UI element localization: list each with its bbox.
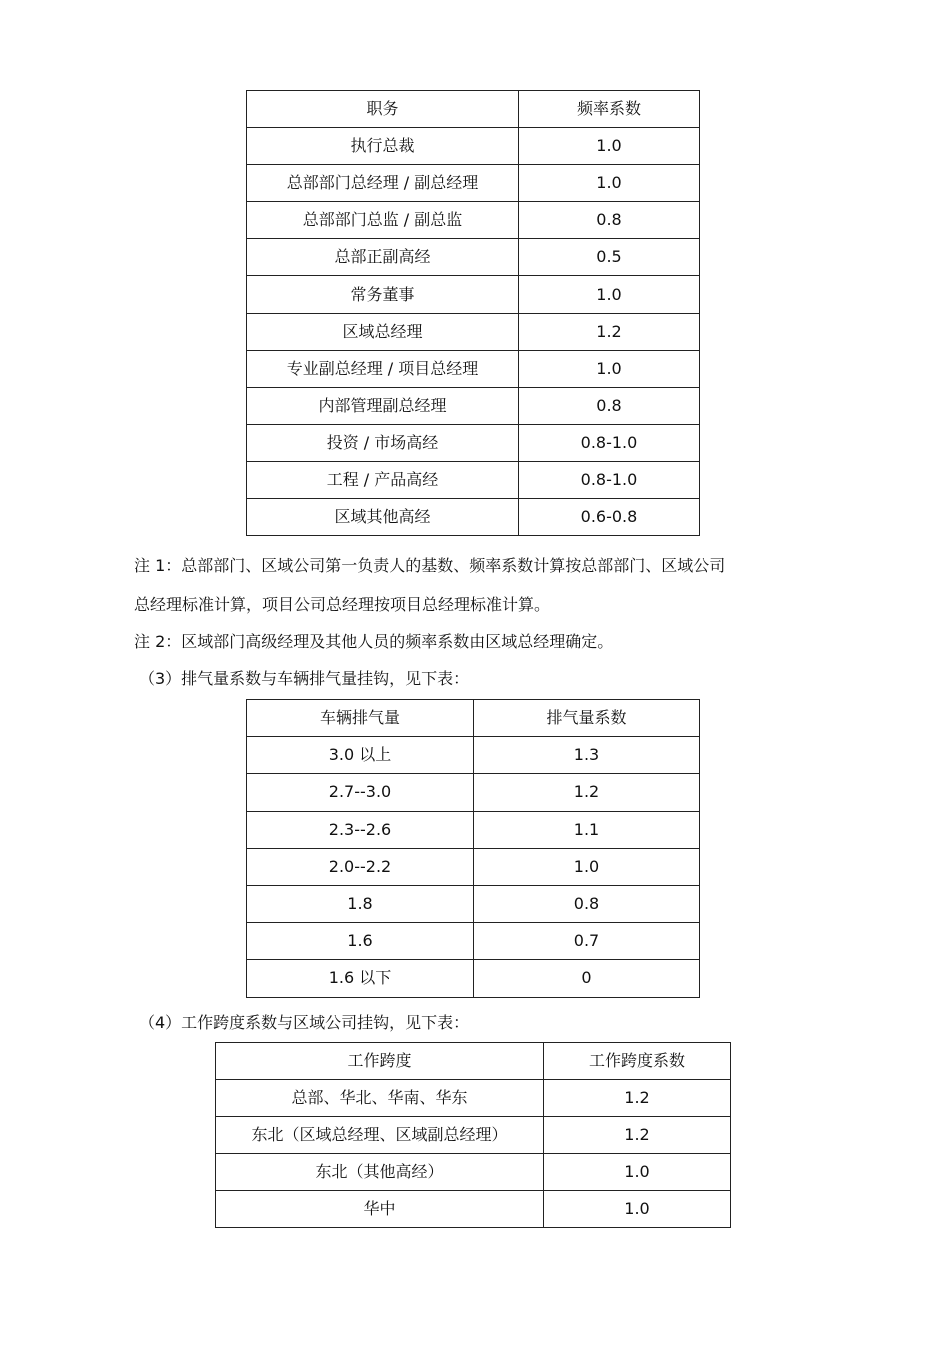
table-row — [247, 202, 700, 239]
coefficient-cell: 1.2 — [474, 774, 700, 811]
table-row — [216, 1117, 731, 1154]
table-row — [247, 424, 700, 461]
coefficient-cell: 1.2 — [544, 1080, 731, 1117]
coefficient-cell: 1.0 — [519, 128, 700, 165]
position-cell: 工程 / 产品高经 — [247, 461, 519, 498]
coefficient-cell: 0.8 — [519, 202, 700, 239]
table-header-row — [247, 700, 700, 737]
table-row — [247, 774, 700, 811]
column-header: 车辆排气量 — [247, 700, 474, 737]
region-cell: 东北（其他高经） — [216, 1154, 544, 1191]
section-3-heading: （3）排气量系数与车辆排气量挂钩，见下表： — [139, 669, 470, 688]
table-row — [247, 387, 700, 424]
position-cell: 内部管理副总经理 — [247, 387, 519, 424]
table-row — [216, 1154, 731, 1191]
column-header: 工作跨度 — [216, 1043, 544, 1080]
coefficient-cell: 1.0 — [519, 165, 700, 202]
coefficient-cell: 1.0 — [544, 1191, 731, 1228]
note-1-line-1: 注 1：总部部门、区域公司第一负责人的基数、频率系数计算按总部部门、区域公司 — [134, 556, 726, 575]
coefficient-cell: 0.6-0.8 — [519, 499, 700, 536]
coefficient-cell: 0.7 — [474, 923, 700, 960]
position-cell: 总部部门总经理 / 副总经理 — [247, 165, 519, 202]
position-cell: 总部正副高经 — [247, 239, 519, 276]
position-cell: 专业副总经理 / 项目总经理 — [247, 350, 519, 387]
coefficient-cell: 1.0 — [519, 350, 700, 387]
column-header: 职务 — [247, 91, 519, 128]
table-row — [247, 923, 700, 960]
displacement-cell: 2.3--2.6 — [247, 811, 474, 848]
coefficient-cell: 1.3 — [474, 737, 700, 774]
table-row — [247, 165, 700, 202]
coefficient-cell: 0.8 — [474, 885, 700, 922]
column-header: 排气量系数 — [474, 700, 700, 737]
region-cell: 总部、华北、华南、华东 — [216, 1080, 544, 1117]
coefficient-cell: 1.0 — [519, 276, 700, 313]
coefficient-cell: 0.8-1.0 — [519, 424, 700, 461]
table-row — [247, 350, 700, 387]
table-row — [247, 128, 700, 165]
position-cell: 投资 / 市场高经 — [247, 424, 519, 461]
section-4-heading: （4）工作跨度系数与区域公司挂钩，见下表： — [139, 1013, 470, 1032]
region-cell: 华中 — [216, 1191, 544, 1228]
position-cell: 总部部门总监 / 副总监 — [247, 202, 519, 239]
table-row — [216, 1191, 731, 1228]
work-span-coefficient-table — [215, 1042, 731, 1228]
table-row — [247, 960, 700, 997]
table-row — [247, 239, 700, 276]
displacement-coefficient-table — [246, 699, 700, 998]
table-header-row — [216, 1043, 731, 1080]
region-cell: 东北（区域总经理、区域副总经理） — [216, 1117, 544, 1154]
displacement-cell: 2.7--3.0 — [247, 774, 474, 811]
coefficient-cell: 1.0 — [544, 1154, 731, 1191]
displacement-cell: 1.8 — [247, 885, 474, 922]
table-row — [247, 848, 700, 885]
table-row — [247, 313, 700, 350]
coefficient-cell: 0.8 — [519, 387, 700, 424]
coefficient-cell: 1.2 — [544, 1117, 731, 1154]
table-row — [216, 1080, 731, 1117]
coefficient-cell: 1.2 — [519, 313, 700, 350]
column-header: 频率系数 — [519, 91, 700, 128]
position-cell: 区域总经理 — [247, 313, 519, 350]
position-cell: 区域其他高经 — [247, 499, 519, 536]
displacement-cell: 2.0--2.2 — [247, 848, 474, 885]
table-header-row — [247, 91, 700, 128]
note-2: 注 2：区域部门高级经理及其他人员的频率系数由区域总经理确定。 — [134, 632, 614, 651]
position-cell: 执行总裁 — [247, 128, 519, 165]
table-row — [247, 461, 700, 498]
table-row — [247, 499, 700, 536]
table-row — [247, 276, 700, 313]
coefficient-cell: 1.0 — [474, 848, 700, 885]
table-row — [247, 811, 700, 848]
coefficient-cell: 0 — [474, 960, 700, 997]
table-row — [247, 885, 700, 922]
position-cell: 常务董事 — [247, 276, 519, 313]
displacement-cell: 1.6 以下 — [247, 960, 474, 997]
frequency-coefficient-table — [246, 90, 700, 536]
displacement-cell: 1.6 — [247, 923, 474, 960]
coefficient-cell: 1.1 — [474, 811, 700, 848]
displacement-cell: 3.0 以上 — [247, 737, 474, 774]
coefficient-cell: 0.8-1.0 — [519, 461, 700, 498]
column-header: 工作跨度系数 — [544, 1043, 731, 1080]
table-row — [247, 737, 700, 774]
note-1-line-2: 总经理标准计算，项目公司总经理按项目总经理标准计算。 — [134, 595, 551, 614]
coefficient-cell: 0.5 — [519, 239, 700, 276]
